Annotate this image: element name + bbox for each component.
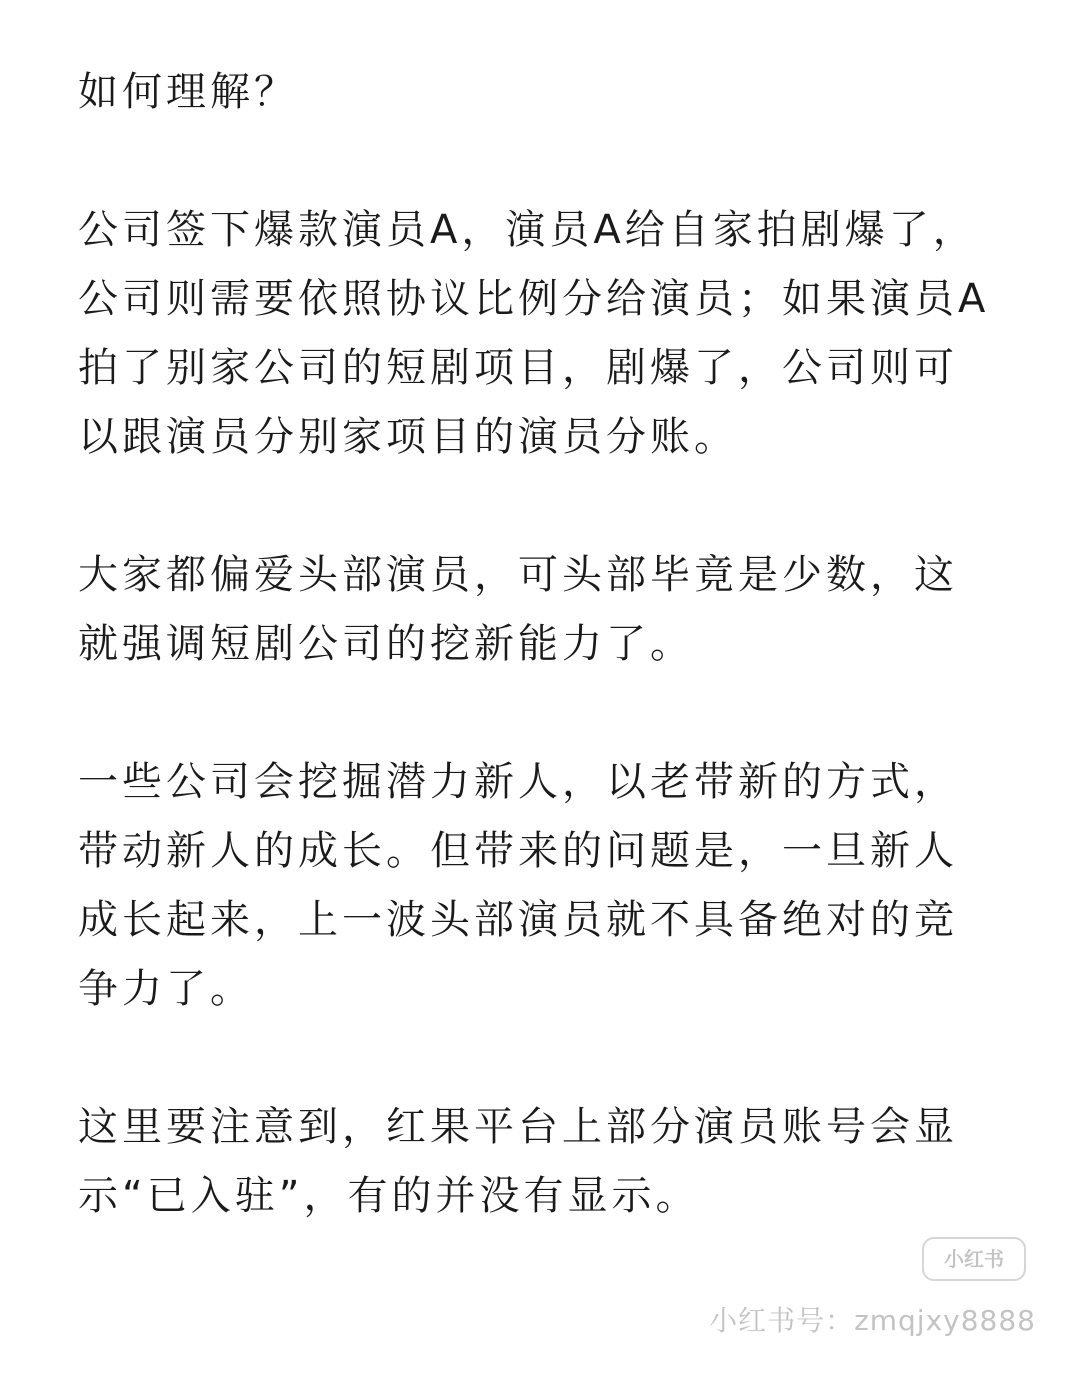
paragraph-actor-revenue-share (78, 196, 1008, 472)
text-line: 示“已入驻”，有的并没有显示。 (78, 1173, 700, 1219)
watermark (709, 1237, 1036, 1339)
paragraph-top-actors (78, 541, 1008, 679)
text-line: 公司签下爆款演员A，演员A给自家拍剧爆了， (78, 207, 977, 253)
text-line: 争力了。 (78, 966, 254, 1012)
text-line: 公司则需要依照协议比例分给演员；如果演员A (78, 276, 990, 322)
article-body (78, 58, 1008, 1231)
text-line: 就强调短剧公司的挖新能力了。 (78, 621, 694, 667)
text-line: 拍了别家公司的短剧项目，剧爆了，公司则可 (78, 345, 958, 391)
xiaohongshu-logo-icon: 小红书 (922, 1237, 1026, 1281)
paragraph-new-talent (78, 748, 1008, 1024)
watermark-account-id: 小红书号：zmqjxy8888 (709, 1304, 1036, 1337)
text-line: 这里要注意到，红果平台上部分演员账号会显 (78, 1104, 958, 1150)
text-line: 一些公司会挖掘潜力新人，以老带新的方式， (78, 759, 958, 805)
text-line: 带动新人的成长。但带来的问题是，一旦新人 (78, 828, 958, 874)
text-line: 成长起来，上一波头部演员就不具备绝对的竞 (78, 897, 958, 943)
text-line: 以跟演员分别家项目的演员分账。 (78, 414, 738, 460)
paragraph-platform-note (78, 1093, 1008, 1231)
article-heading: 如何理解？ (78, 69, 298, 115)
text-line: 大家都偏爱头部演员，可头部毕竟是少数，这 (78, 552, 958, 598)
